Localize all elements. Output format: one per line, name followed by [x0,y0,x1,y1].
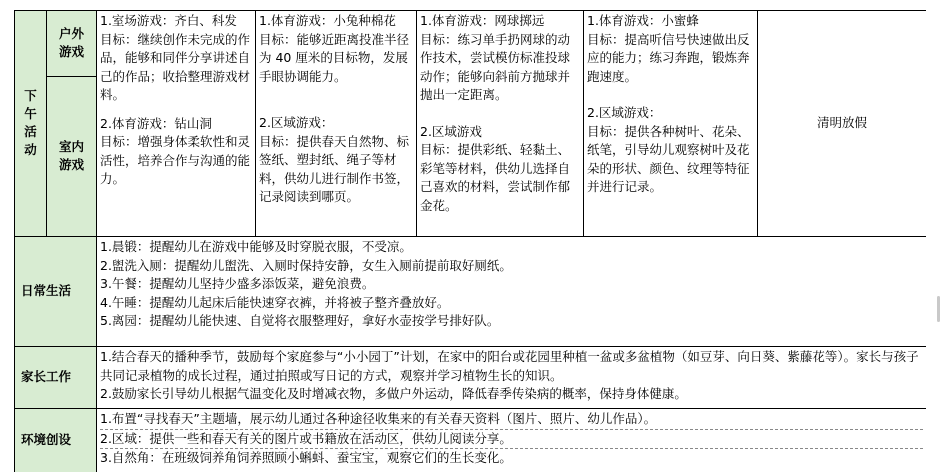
indoor-4-goal: 目标：提供各种树叶、花朵、纸笔，引导幼儿观察树叶及花朵的形状、颜色、纹理等特征并进行记录。 [587,123,750,194]
family-item: 2.鼓励家长引导幼儿根据气温变化及时增减衣物，多做户外运动，降低春季传染病的概率，保持身体健康。 [100,386,687,401]
afternoon-col-2 [256,11,417,237]
daily-life-label-text: 日常生活 [21,283,72,299]
indoor-2-goal: 目标：提供春天自然物、标签纸、塑封纸、绳子等材料，供幼儿进行制作书签，记录阅读到哪页。 [259,133,410,204]
afternoon-col-4 [584,11,758,237]
holiday-text: 清明放假 [816,115,867,131]
indoor-1-goal: 目标：增强身体柔软性和灵活性，培养合作与沟通的能力。 [100,134,251,186]
holiday-cell [758,11,927,237]
indoor-1-title: 2.体育游戏：钻山洞 [100,115,212,131]
environment-item: 2.区域：提供一些和春天有关的图片或书籍放在活动区，供幼儿阅读分享。 [100,429,923,449]
daily-life-label [15,237,97,347]
outdoor-label-text: 户外游戏 [58,26,84,60]
environment-label [15,409,97,472]
environment-item: 1.布置“寻找春天”主题墙，展示幼儿通过各种途径收集来的有关春天资料（图片、照片、幼儿作品）。 [100,411,657,426]
family-work-row [15,347,927,409]
indoor-3-goal: 目标：提供彩纸、轻黏土、彩笔等材料，供幼儿选择自己喜欢的材料，尝试制作郁金花。 [420,142,571,213]
daily-item: 2.盥洗入厕：提醒幼儿盥洗、入厕时保持安静，女生入厕前提前取好厕纸。 [100,257,512,273]
family-work-label [15,347,97,409]
outdoor-3-title: 1.体育游戏：网球掷远 [420,13,545,28]
outdoor-4-title: 1.体育游戏：小蜜蜂 [587,13,699,28]
environment-row [15,409,927,472]
outdoor-2-title: 1.体育游戏：小兔种棉花 [259,13,396,28]
afternoon-col-3 [417,11,584,237]
indoor-4-title: 2.区域游戏： [587,105,662,120]
daily-life-content [97,237,927,347]
outdoor-game-label [47,11,97,77]
environment-item: 3.自然角：在班级饲养角饲养照顾小蝌蚪、蚕宝宝，观察它们的生长变化。 [100,448,923,468]
indoor-2-title: 2.区域游戏： [259,115,334,130]
environment-content [97,409,927,472]
indoor-game-label [47,77,97,237]
afternoon-label-text: 下午活动 [24,88,37,158]
outdoor-2-goal: 目标：能够近距离投准半径为 40 厘米的目标物，发展手眼协调能力。 [259,31,410,84]
indoor-label-text: 室内游戏 [58,139,84,173]
weekly-plan-sheet [14,10,926,472]
daily-item: 1.晨锻：提醒幼儿在游戏中能够及时穿脱衣服，不受凉。 [100,239,412,254]
outdoor-1-title: 1.室场游戏：齐白、科发 [100,13,237,28]
daily-item: 3.午餐：提醒幼儿坚持少盛多添饭菜，避免浪费。 [100,276,375,291]
weekly-plan-table [14,10,926,472]
afternoon-col-1 [97,11,256,237]
daily-life-row [15,237,927,347]
outdoor-3-goal: 目标：练习单手扔网球的动作技术，尝试模仿标准投球动作；能够向斜前方抛球并抛出一定距离。 [420,31,571,102]
family-item: 1.结合春天的播种季节，鼓励每个家庭参与“小小园丁”计划，在家中的阳台或花园里种植一盆或多盆植物（如豆芽、向日葵、紫藤花等）。家长与孩子共同记录植物的成长过程，通过拍照或写日记的方式，观察并学习植物生长的知识。 [100,349,919,383]
family-work-label-text: 家长工作 [21,369,72,385]
family-work-content [97,347,927,409]
outdoor-1-goal: 目标：继续创作未完成的作品，能够和同伴分享讲述自己的作品；收拾整理游戏材料。 [100,31,251,102]
indoor-3-title: 2.区域游戏 [420,123,482,139]
daily-item: 4.午睡：提醒幼儿起床后能快速穿衣裤，并将被子整齐叠放好。 [100,294,450,310]
afternoon-outdoor-row [15,11,927,77]
daily-item: 5.离园：提醒幼儿能快速、自觉将衣服整理好，拿好水壶按学号排好队。 [100,313,500,328]
afternoon-activity-label [15,11,47,237]
environment-label-text: 环境创设 [21,432,72,448]
outdoor-4-goal: 目标：提高听信号快速做出反应的能力；练习奔跑，锻炼奔跑速度。 [587,31,750,84]
